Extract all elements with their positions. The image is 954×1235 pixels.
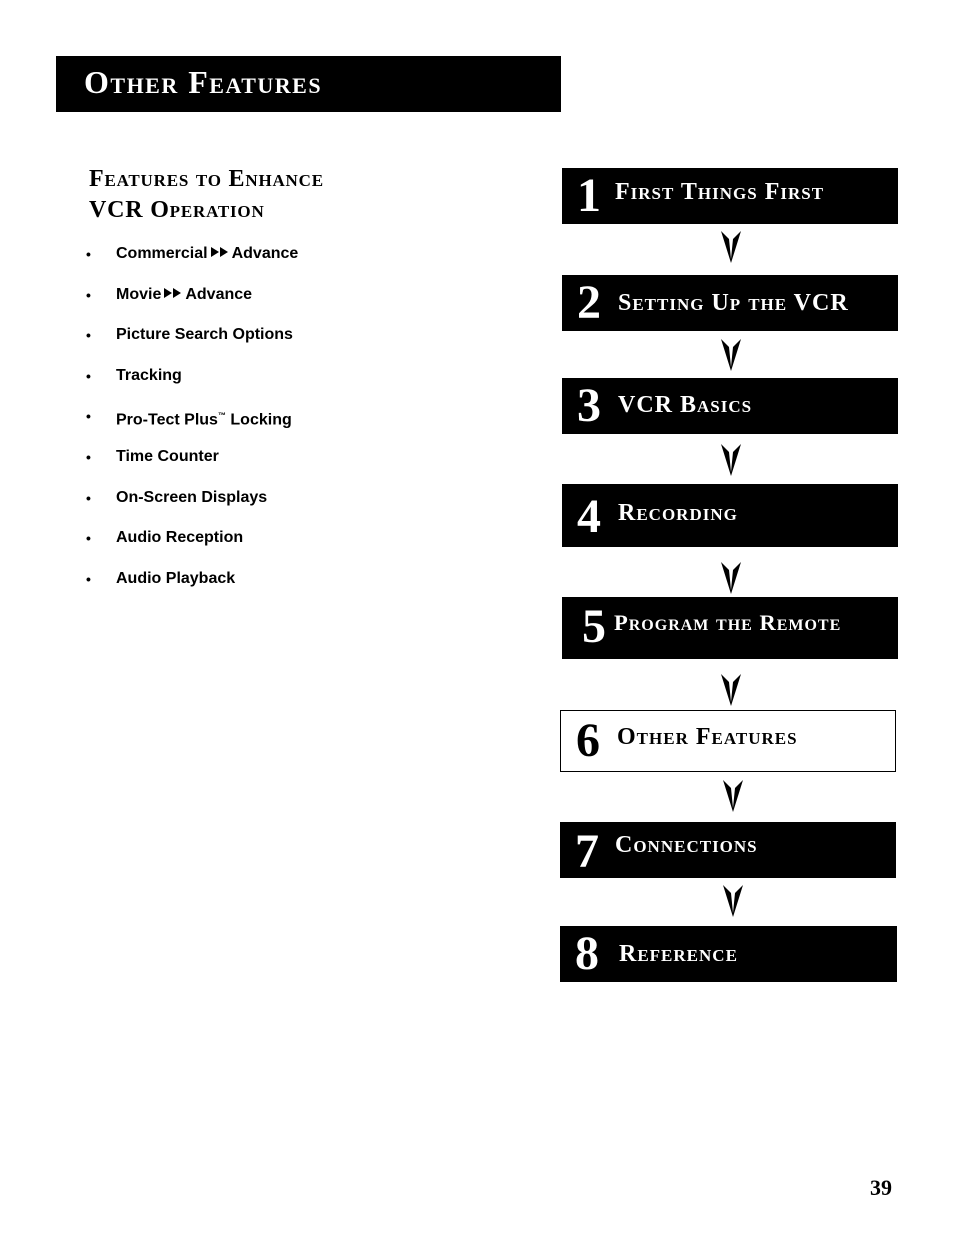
chapter-number: 4: [577, 490, 601, 543]
bullet: •: [86, 246, 91, 262]
fast-forward-icon: [163, 283, 183, 307]
section-heading-line-1: Features to Enhance: [89, 166, 324, 192]
page-number: 39: [870, 1175, 892, 1200]
chapter-step-7[interactable]: [560, 822, 896, 878]
chapter-title: Other Features: [84, 64, 323, 100]
down-arrow-icon: [720, 229, 742, 265]
bullet: •: [86, 448, 91, 465]
chapter-step-5[interactable]: [562, 597, 898, 659]
feature-label: Time Counter: [116, 447, 219, 465]
bullet: •: [86, 570, 91, 587]
bullet: •: [86, 489, 91, 506]
feature-label: Commercial: [116, 245, 208, 263]
chapter-label: Recording: [618, 500, 738, 526]
chapter-label: Program the Remote: [614, 610, 842, 635]
down-arrow-icon: [720, 672, 742, 708]
down-arrow-icon: [722, 883, 744, 919]
feature-label-suffix: Locking: [225, 411, 292, 429]
chapter-header-bar: [56, 56, 561, 112]
feature-label: Pro-Tect Plus: [116, 411, 218, 429]
chapter-number: 6: [576, 714, 600, 767]
chapter-label: VCR Basics: [618, 392, 753, 418]
bullet: •: [86, 286, 91, 303]
feature-label: Tracking: [116, 366, 182, 384]
chapter-label: Connections: [615, 832, 758, 858]
feature-label: On-Screen Displays: [116, 488, 268, 506]
section-heading: [89, 164, 409, 226]
feature-label-suffix: Advance: [185, 285, 253, 303]
bullet: •: [86, 408, 91, 425]
chapter-number: 2: [577, 276, 601, 329]
chapter-number: 5: [582, 600, 606, 653]
chapter-step-6-current[interactable]: [560, 710, 896, 772]
feature-label: Audio Reception: [116, 529, 244, 547]
chapter-label: Setting Up the VCR: [618, 290, 849, 316]
chapter-number: 1: [577, 169, 601, 222]
down-arrow-icon: [720, 337, 742, 373]
chapter-step-8[interactable]: [560, 926, 897, 982]
chapter-step-3[interactable]: [562, 378, 898, 434]
chapter-number: 3: [577, 379, 601, 432]
chapter-number: 8: [575, 927, 599, 980]
chapter-label: First Things First: [615, 179, 825, 205]
feature-label: Movie: [116, 285, 162, 303]
chapter-label: Reference: [619, 941, 738, 967]
bullet: •: [86, 367, 91, 384]
chapter-step-1[interactable]: [562, 168, 898, 224]
section-heading-line-2: VCR Operation: [89, 197, 265, 223]
chapter-step-2[interactable]: [562, 275, 898, 331]
trademark-mark: ™: [217, 411, 226, 421]
chapter-number: 7: [575, 825, 599, 878]
feature-label: Picture Search Options: [116, 326, 293, 344]
chapter-step-4[interactable]: [562, 484, 898, 547]
down-arrow-icon: [722, 778, 744, 814]
fast-forward-icon: [210, 242, 230, 266]
feature-label: Audio Playback: [116, 569, 236, 587]
bullet: •: [86, 530, 91, 547]
chapter-label: Other Features: [617, 724, 798, 750]
down-arrow-icon: [720, 442, 742, 478]
bullet: •: [86, 327, 91, 344]
feature-label-suffix: Advance: [231, 245, 299, 263]
down-arrow-icon: [720, 560, 742, 596]
